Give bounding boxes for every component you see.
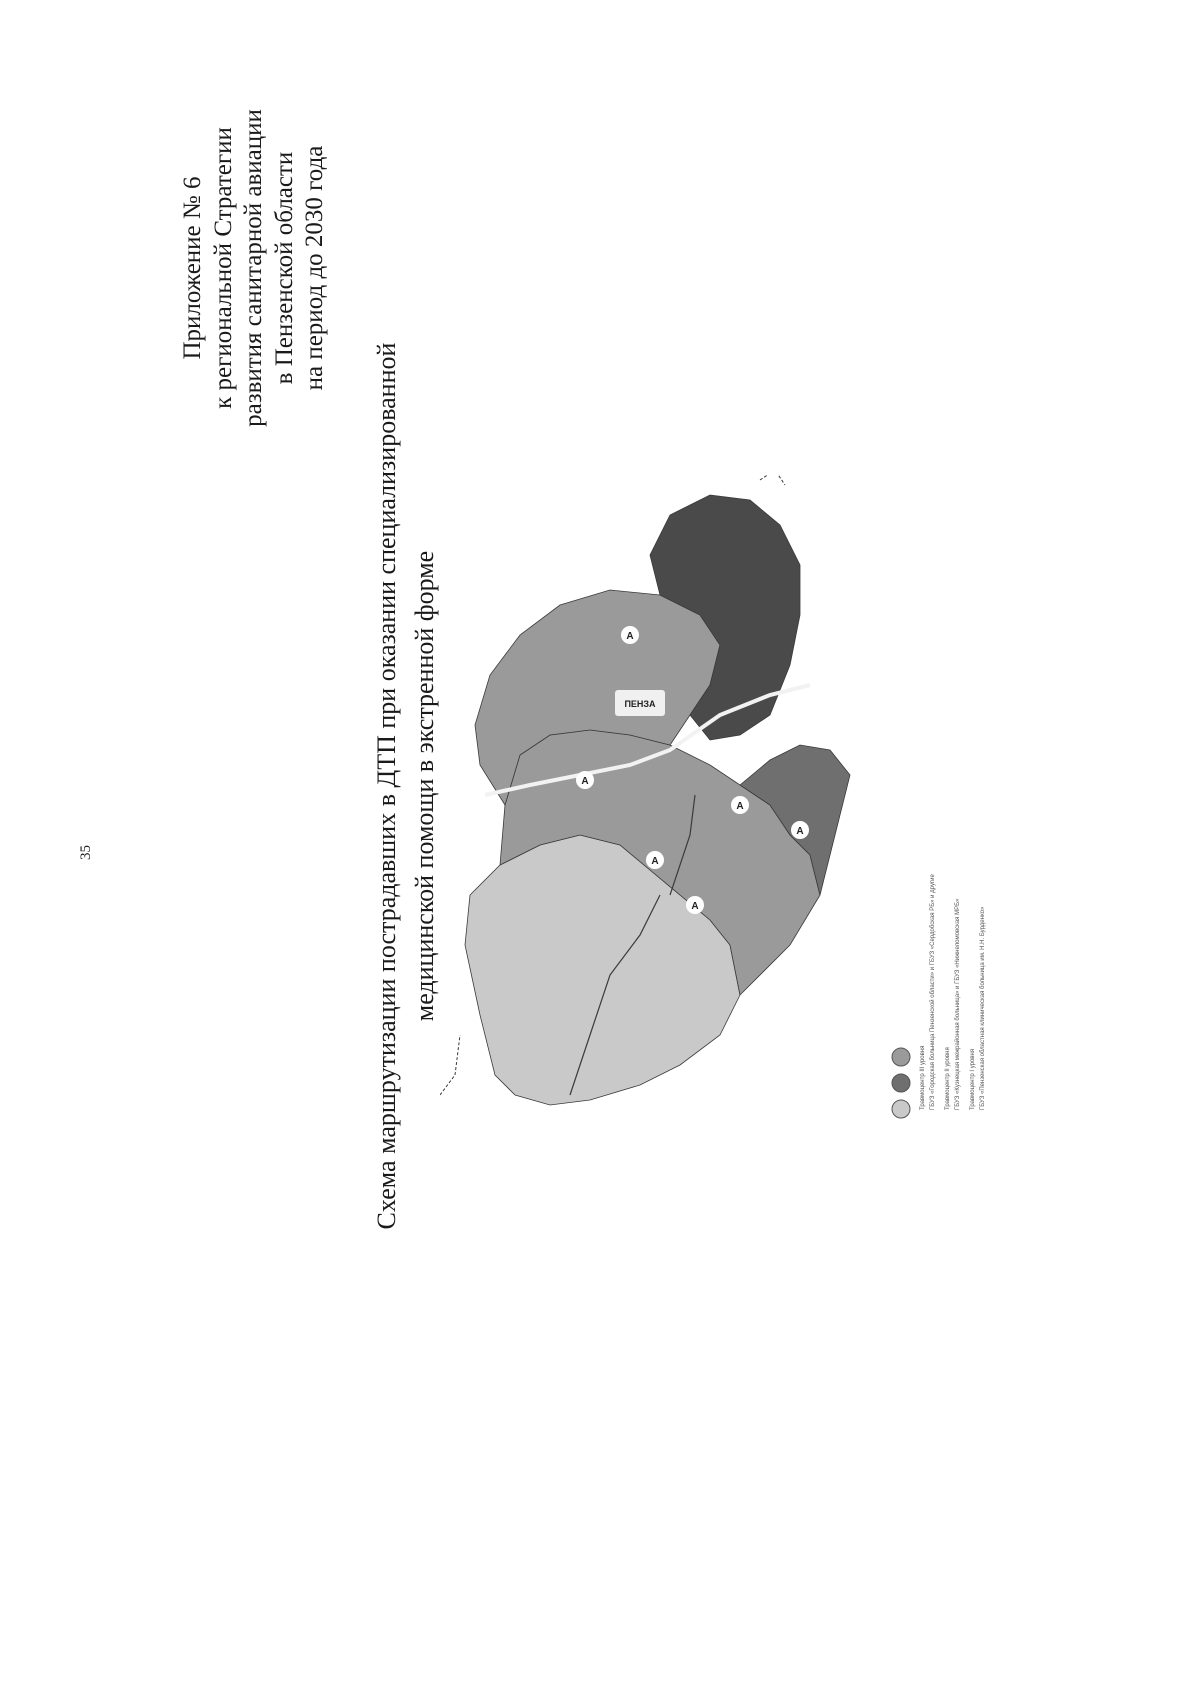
page-number: 35 bbox=[78, 845, 94, 860]
map-legend bbox=[890, 850, 1000, 1260]
legend-desc: ГБУЗ «Пензенская областная клиническая больница им. Н.Н. Бурденко» bbox=[980, 906, 986, 1110]
appendix-header bbox=[178, 88, 331, 448]
map-outer-boundary bbox=[440, 1035, 460, 1095]
appendix-line: в Пензенской области bbox=[270, 151, 298, 385]
svg-text:А: А bbox=[736, 801, 744, 812]
helipad-marker-icon bbox=[731, 796, 749, 814]
city-marker bbox=[615, 690, 665, 716]
appendix-line: развития санитарной авиации bbox=[240, 109, 267, 427]
title-line: медицинской помощи в экстренной форме bbox=[410, 550, 439, 1022]
document-title bbox=[368, 246, 444, 1326]
level-1-symbol-icon bbox=[890, 1046, 912, 1068]
helipad-marker-icon bbox=[791, 821, 809, 839]
helipad-marker-icon bbox=[646, 851, 664, 869]
level-2-symbol-icon bbox=[890, 1072, 912, 1094]
city-label: ПЕНЗА bbox=[624, 699, 656, 709]
region-map bbox=[440, 475, 885, 1205]
svg-text:А: А bbox=[796, 826, 804, 837]
legend-desc: ГБУЗ «Кузнецкая межрайонная больница» и ГБУЗ «Нижнеломовская МРБ» bbox=[955, 898, 961, 1110]
helipad-marker-icon bbox=[686, 896, 704, 914]
appendix-line: Приложение № 6 bbox=[179, 176, 206, 360]
map-outer-boundary bbox=[760, 475, 785, 485]
appendix-line: к региональной Стратегии bbox=[209, 127, 237, 409]
appendix-line: на период до 2030 года bbox=[301, 145, 328, 391]
svg-text:А: А bbox=[691, 901, 699, 912]
helipad-marker-icon bbox=[576, 771, 594, 789]
svg-text:А: А bbox=[626, 631, 634, 642]
legend-desc: ГБУЗ «Городская больница Пензенской области» и ГБУЗ «Сердобская РБ» и другие bbox=[930, 874, 936, 1110]
legend-title: Травмоцентр II уровня bbox=[945, 1047, 951, 1110]
title-line: Схема маршрутизации пострадавших в ДТП при оказании специализированной bbox=[372, 342, 401, 1230]
svg-text:А: А bbox=[651, 856, 659, 867]
svg-text:А: А bbox=[581, 776, 589, 787]
helipad-marker-icon bbox=[621, 626, 639, 644]
legend-title: Травмоцентр I уровня bbox=[970, 1048, 976, 1110]
level-3-symbol-icon bbox=[890, 1098, 912, 1120]
legend-title: Травмоцентр III уровня bbox=[920, 1045, 926, 1110]
